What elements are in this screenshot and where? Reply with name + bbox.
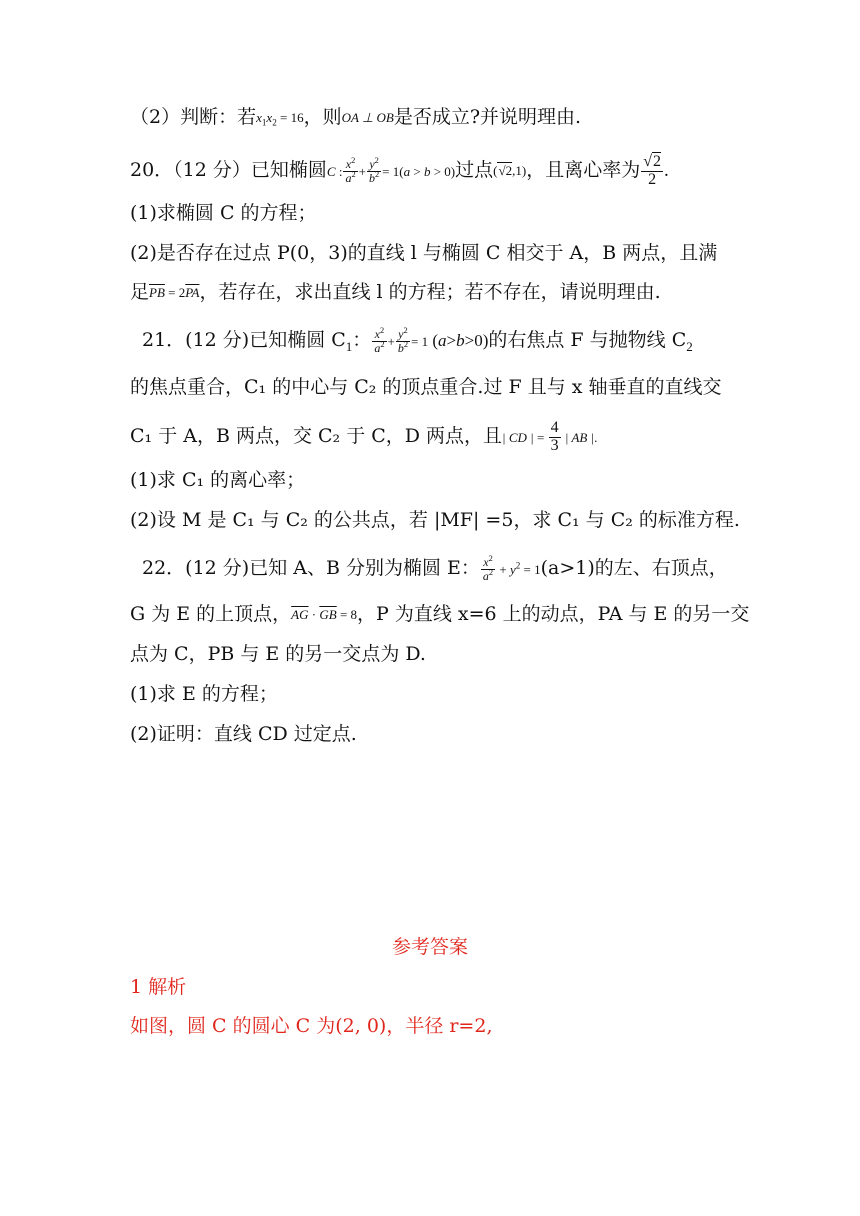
q22-line2 [130, 601, 780, 628]
q20-part1: (1)求椭圆 C 的方程； [130, 202, 317, 224]
q22-ellipse-equation: $\frac{x^2}{a^2}$ + $y^2 = 1$ [482, 554, 541, 583]
q21-head: 21．(12 分)已知椭圆 $C_1$： $\frac{x^2}{a^2}$ + $\frac{y^2}{b^2}$ = 1 (a>b>0)的右焦点 F 与抛物线 $C_2$ [142, 320, 780, 362]
q20-point-math: (√2,1) [493, 163, 527, 178]
q19-part2-suffix: 是否成立?并说明理由. [393, 106, 582, 128]
q21-ratio-math: | CD | = $\frac{4}{3}$ | AB |. [502, 418, 598, 454]
q20-vector-math: $\overline{PB} = 2\overline{PA}$ [149, 285, 200, 300]
q22-head-text: 22．(12 分)已知 A、B 分别为椭圆 E： [142, 557, 480, 579]
q20-part2-line1: (2)是否存在过点 P(0，3)的直线 l 与椭圆 C 相交于 A，B 两点，且满 [130, 242, 718, 264]
answers-title: 参考答案 [391, 936, 468, 958]
q19-part2 [130, 104, 780, 131]
q20-head: 20．（12 分）已知椭圆C : $\frac{x^2}{a^2}$ + $\frac{y^2}{b^2}$ = 1(a > b > 0)过点(√2,1)，且离心率为 $\frac{√2}{2}$ . [130, 150, 780, 192]
q21-head-text: 21．(12 分)已知椭圆 C [142, 329, 346, 351]
q22-part2: (2)证明：直线 CD 过定点. [130, 723, 357, 745]
q21-line1-post: 的右焦点 F 与抛物线 C [488, 329, 687, 351]
q22-head [142, 548, 780, 590]
q22-part1: (1)求 E 的方程； [130, 683, 278, 705]
q22-line1-post: (a>1)的左、右顶点， [540, 557, 728, 579]
q19-part2-mid: ，则 [303, 106, 342, 128]
q21-part1: (1)求 C₁ 的离心率； [130, 469, 306, 491]
q20-pass-text: 过点 [455, 159, 494, 181]
q22-line2-post: ，P 为直线 x=6 上的动点，PA 与 E 的另一交 [357, 603, 750, 625]
q19-rel-math: OA ⊥ OB [341, 110, 394, 125]
q20-ecc-value: $\frac{√2}{2}$ [643, 153, 661, 189]
q20-ecc-text: ，且离心率为 [526, 159, 641, 181]
q20-ellipse-equation: C : $\frac{x^2}{a^2}$ + $\frac{y^2}{b^2}$ = 1(a > b > 0) [326, 156, 456, 185]
q20-part2-line2 [130, 279, 780, 306]
q21-ellipse-equation: $\frac{x^2}{a^2}$ + $\frac{y^2}{b^2}$ = 1 [374, 326, 429, 355]
q19-part2-prefix: （2）判断：若 [130, 106, 257, 128]
q19-cond-math: $x_1x_2 = 16$ [256, 110, 304, 128]
q21-line3-pre: C₁ 于 A，B 两点，交 C₂ 于 C，D 两点，且 [130, 425, 503, 447]
q21-line3 [130, 416, 780, 458]
q21-part2: (2)设 M 是 C₁ 与 C₂ 的公共点，若 |MF| =5，求 C₁ 与 C₂ 的标准方程. [130, 509, 740, 531]
q20-part2-pre: 足 [130, 281, 150, 303]
answers-item: 1 解析 [130, 976, 187, 998]
q20-head-text: 20．（12 分）已知椭圆 [130, 159, 327, 181]
q20-part2-post: ，若存在，求出直线 l 的方程；若不存在，请说明理由. [199, 281, 661, 303]
q22-line3: 点为 C，PB 与 E 的另一交点为 D. [130, 643, 426, 665]
q22-vector-math: $\overline{AG} \cdot \overline{GB} = 8$ [291, 607, 358, 622]
answers-line: 如图，圆 C 的圆心 C 为(2, 0)，半径 r=2, [130, 1015, 493, 1037]
q22-line2-pre: G 为 E 的上顶点， [130, 603, 292, 625]
q21-line2: 的焦点重合，C₁ 的中心与 C₂ 的顶点重合.过 F 且与 x 轴垂直的直线交 [130, 376, 722, 398]
